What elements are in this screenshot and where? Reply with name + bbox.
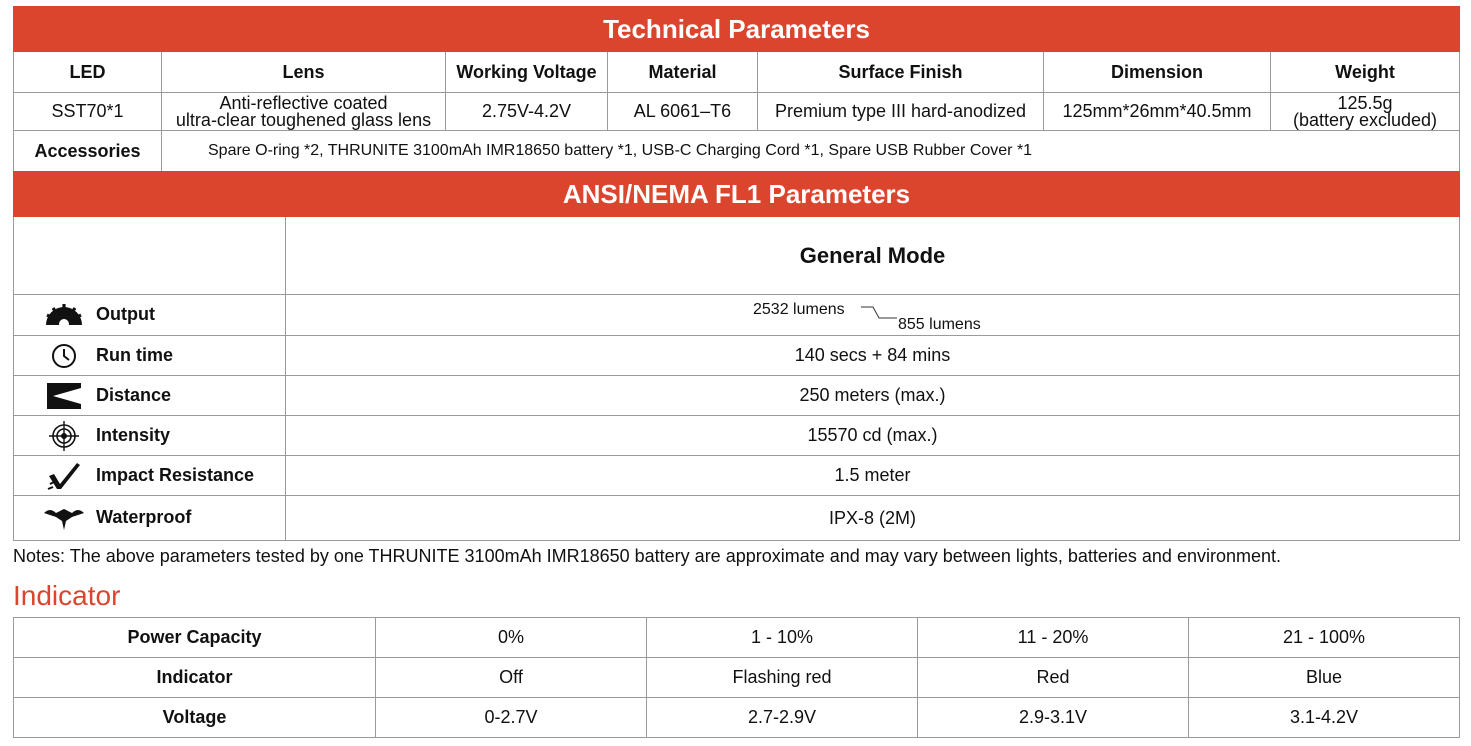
run-time-label-cell: [14, 336, 286, 376]
header-working-voltage: Working Voltage: [446, 52, 608, 93]
mode-empty-cell: [14, 217, 286, 295]
accessories-value: Spare O-ring *2, THRUNITE 3100mAh IMR18650 battery *1, USB-C Charging Cord *1, Spare USB Rubber Cover *1: [162, 131, 1460, 172]
value-dimension: 125mm*26mm*40.5mm: [1044, 93, 1271, 131]
indicator-cell: Blue: [1189, 658, 1460, 698]
impact-resistance-label: Impact Resistance: [96, 464, 255, 485]
technical-parameters-title: Technical Parameters: [14, 7, 1460, 52]
power-capacity-cell: 0%: [376, 618, 647, 658]
run-time-label: Run time: [96, 344, 174, 365]
value-led: SST70*1: [14, 93, 162, 131]
lens-line-1: Anti-reflective coated: [219, 92, 388, 113]
voltage-cell: 3.1-4.2V: [1189, 698, 1460, 738]
voltage-cell: 2.7-2.9V: [647, 698, 918, 738]
technical-parameters-table: [13, 6, 1460, 172]
header-led: LED: [14, 52, 162, 93]
header-dimension: Dimension: [1044, 52, 1271, 93]
sun-gear-icon: [44, 303, 84, 327]
impact-resistance-value: 1.5 meter: [286, 456, 1460, 496]
waterproof-label: Waterproof: [96, 506, 192, 527]
indicator-cell: Red: [918, 658, 1189, 698]
run-time-value: 140 secs + 84 mins: [286, 336, 1460, 376]
output-step-line: [861, 303, 901, 323]
indicator-cell: Flashing red: [647, 658, 918, 698]
indicator-table: [13, 617, 1460, 738]
indicator-cell: Off: [376, 658, 647, 698]
ansi-parameters-title: ANSI/NEMA FL1 Parameters: [14, 172, 1460, 217]
waterproof-value: IPX-8 (2M): [286, 496, 1460, 541]
indicator-label: Indicator: [14, 658, 376, 698]
distance-label-cell: [14, 376, 286, 416]
power-capacity-cell: 1 - 10%: [647, 618, 918, 658]
ansi-parameters-table: [13, 171, 1460, 541]
impact-check-icon: [44, 462, 84, 490]
water-drop-icon: [44, 505, 84, 531]
output-high: 2532 lumens: [753, 301, 845, 318]
value-lens: [162, 93, 446, 131]
value-working-voltage: 2.75V-4.2V: [446, 93, 608, 131]
output-value-cell: [286, 295, 1460, 336]
waterproof-label-cell: [14, 496, 286, 541]
header-material: Material: [608, 52, 758, 93]
intensity-value: 15570 cd (max.): [286, 416, 1460, 456]
accessories-label: Accessories: [14, 131, 162, 172]
indicator-title: Indicator: [13, 580, 121, 611]
intensity-label-cell: [14, 416, 286, 456]
header-weight: Weight: [1271, 52, 1460, 93]
header-surface-finish: Surface Finish: [758, 52, 1044, 93]
header-lens: Lens: [162, 52, 446, 93]
value-material: AL 6061–T6: [608, 93, 758, 131]
beam-distance-icon: [44, 383, 84, 409]
power-capacity-label: Power Capacity: [14, 618, 376, 658]
weight-line-1: 125.5g: [1337, 92, 1393, 113]
general-mode-title: General Mode: [286, 217, 1460, 295]
notes-text: Notes: The above parameters tested by one THRUNITE 3100mAh IMR18650 battery are approximate and may vary between lights, batteries and environment.: [13, 546, 1281, 566]
power-capacity-cell: 11 - 20%: [918, 618, 1189, 658]
lens-line-2: ultra-clear toughened glass lens: [175, 109, 432, 130]
distance-label: Distance: [96, 384, 172, 405]
output-label: Output: [96, 303, 155, 324]
clock-icon: [44, 343, 84, 369]
impact-resistance-label-cell: [14, 456, 286, 496]
distance-value: 250 meters (max.): [286, 376, 1460, 416]
voltage-cell: 0-2.7V: [376, 698, 647, 738]
weight-line-2: (battery excluded): [1292, 109, 1438, 130]
intensity-label: Intensity: [96, 424, 171, 445]
voltage-label: Voltage: [14, 698, 376, 738]
value-surface-finish: Premium type III hard-anodized: [758, 93, 1044, 131]
value-weight: [1271, 93, 1460, 131]
target-icon: [44, 421, 84, 451]
voltage-cell: 2.9-3.1V: [918, 698, 1189, 738]
output-low: 855 lumens: [898, 316, 981, 333]
power-capacity-cell: 21 - 100%: [1189, 618, 1460, 658]
output-label-cell: [14, 295, 286, 336]
